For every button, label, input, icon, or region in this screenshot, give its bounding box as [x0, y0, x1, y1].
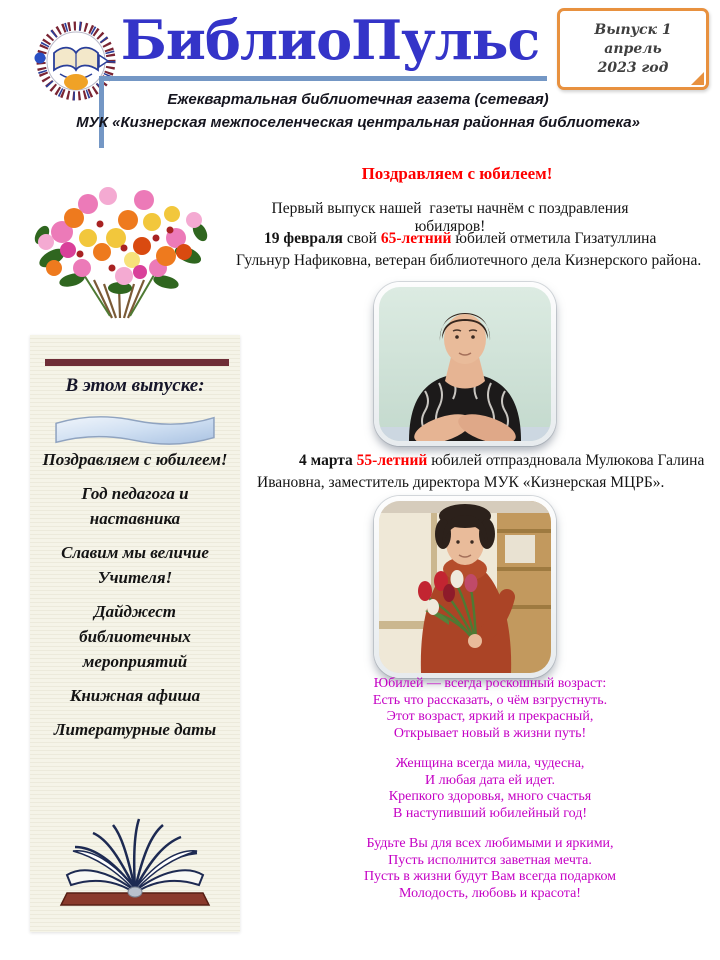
- ribbon-banner-icon: [52, 411, 218, 449]
- poem-line: И любая дата ей идет.: [425, 772, 555, 788]
- article-intro: Первый выпуск нашей газеты начнём с поздравления юбиляров!: [271, 200, 633, 235]
- sidebar-item-book-poster: Книжная афиша: [69, 686, 201, 705]
- age-55: 55-летний: [356, 452, 428, 469]
- sidebar-item-teacher-year: Год педагога и наставника: [81, 484, 189, 528]
- sidebar-item-list: [30, 447, 240, 751]
- poem-stanza-1: [290, 676, 690, 742]
- poem-stanza-2: [290, 756, 690, 822]
- photo-gizatullina-image: [379, 287, 551, 441]
- poem-line: Пусть исполнится заветная мечта.: [388, 852, 592, 868]
- poem-stanza-3: [290, 836, 690, 902]
- poem-line: Этот возраст, яркий и прекрасный,: [386, 709, 594, 724]
- photo-mulyukova: [374, 496, 556, 678]
- poem-line: Открывает новый в жизни путь!: [393, 725, 587, 741]
- issue-badge: [557, 8, 709, 90]
- poem-line: Юбилей — всегда роскошный возраст:: [373, 676, 607, 691]
- paragraph-jubilee-55: [257, 450, 713, 493]
- poem-line: Пусть в жизни будут Вам всегда подарком: [363, 869, 617, 884]
- p1-rest: юбилей отметила Гизатуллина Гульнур Нафиковна, ветеран библиотечного дела Кизнерского района.: [236, 230, 702, 269]
- age-65: 65-летний: [380, 230, 452, 247]
- poem-line: Крепкого здоровья, много счастья: [388, 789, 592, 804]
- sidebar-top-rule: [45, 359, 229, 366]
- open-book-icon: [55, 813, 215, 913]
- issue-year: 2023 год: [597, 59, 669, 76]
- poem-line: Женщина всегда мила, чудесна,: [395, 756, 585, 771]
- poem-line: В наступивший юбилейный год!: [393, 805, 587, 821]
- poem-line: Есть что рассказать, о чём взгрустнуть.: [372, 692, 608, 708]
- subtitle-line2: МУК «Кизнерская межпоселенческая центральная районная библиотека»: [76, 114, 640, 131]
- subtitle-line1: Ежеквартальная библиотечная газета (сетевая): [167, 91, 549, 108]
- p2-rest: юбилей отпраздновала Мулюкова Галина Ивановна, заместитель директора МУК «Кизнерская МЦРБ».: [257, 452, 705, 491]
- issue-number: Выпуск 1: [594, 21, 672, 38]
- paragraph-jubilee-65: [236, 228, 708, 271]
- sidebar-item-praise-teacher: Славим мы величие Учителя!: [61, 543, 209, 587]
- issue-month: апрель: [604, 40, 662, 57]
- photo-gizatullina: [374, 282, 556, 446]
- photo-mulyukova-image: [379, 501, 551, 673]
- newsletter-subtitle: [62, 88, 654, 134]
- date-4-march: 4 марта: [299, 452, 353, 469]
- sidebar-item-jubilee: Поздравляем с юбилеем!: [42, 450, 228, 469]
- p1-mid: свой: [342, 230, 381, 247]
- badge-fold-corner: [691, 72, 704, 85]
- newsletter-title: БиблиоПульс: [120, 8, 540, 72]
- header-rule-horizontal: [99, 76, 547, 81]
- bouquet-image: [24, 180, 216, 325]
- sidebar-item-literary-dates: Литературные даты: [53, 720, 217, 739]
- poem-line: Молодость, любовь и красота!: [399, 885, 581, 901]
- issue-contents-sidebar: [30, 335, 240, 932]
- greeting-poem: [290, 676, 690, 916]
- sidebar-item-digest: Дайджест библиотечных мероприятий: [79, 602, 191, 671]
- article-heading: Поздравляем с юбилеем!: [361, 164, 553, 183]
- poem-line: Будьте Вы для всех любимыми и яркими,: [366, 836, 614, 851]
- date-19-february: 19 февраля: [264, 230, 343, 247]
- sidebar-heading: В этом выпуске:: [65, 375, 205, 396]
